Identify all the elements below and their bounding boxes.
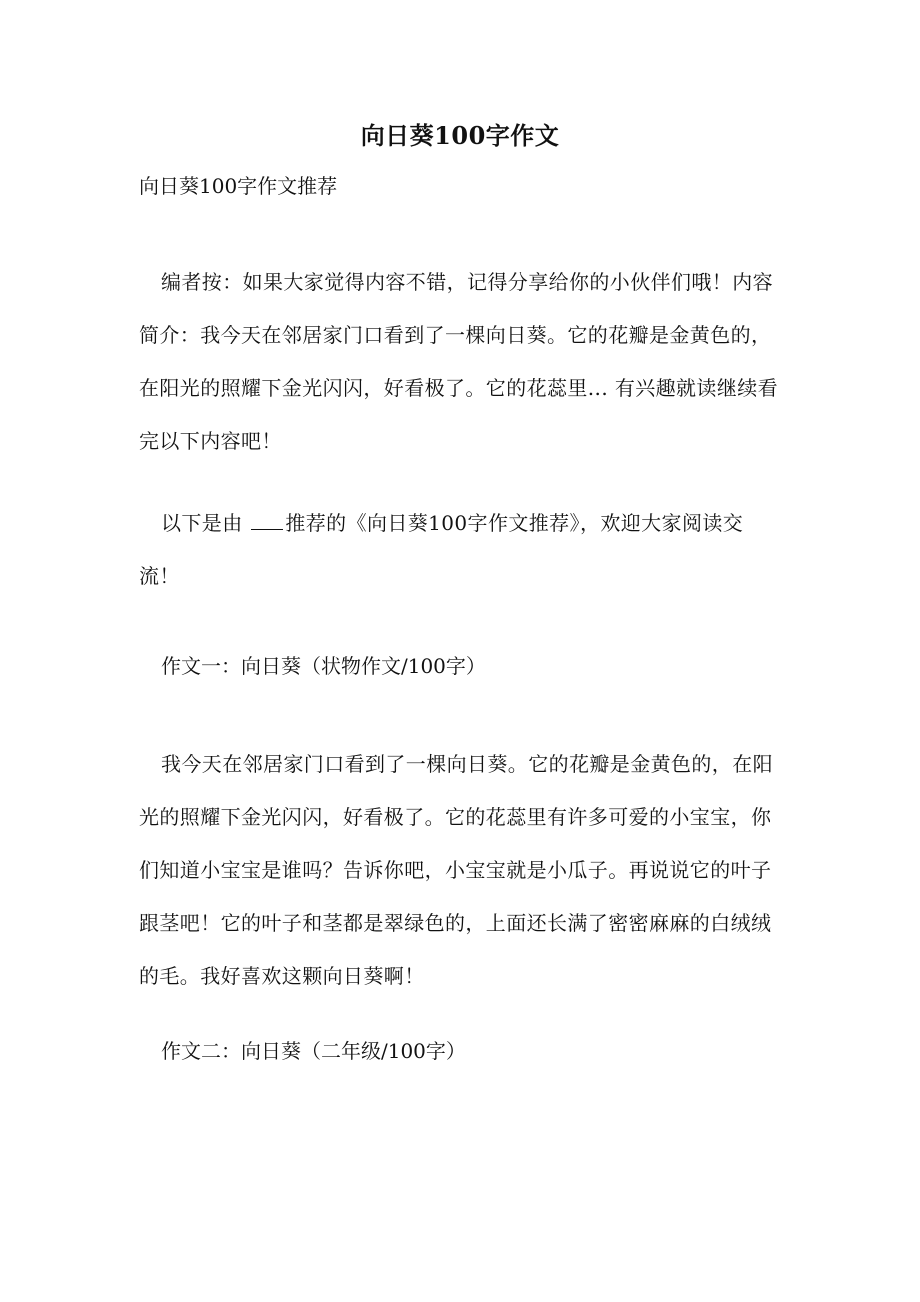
editor-note-paragraph: 编者按：如果大家觉得内容不错，记得分享给你的小伙伴们哦！内容简介：我今天在邻居家门口看到了一棵向日葵。它的花瓣是金黄色的，在阳光的照耀下金光闪闪，好看极了。它的花蕊里... 有兴趣就读继续看完以下内容吧！ <box>139 270 779 453</box>
document-title: 向日葵100字作文 <box>360 121 560 150</box>
essay-one-heading: 作文一：向日葵（状物作文/100字） <box>161 654 486 678</box>
intro-text-after: 推荐的《向日葵100字作文推荐》，欢迎大家阅读交流！ <box>139 511 744 588</box>
recommender-blank <box>251 511 283 530</box>
document-subtitle: 向日葵100字作文推荐 <box>139 174 338 198</box>
essay-two-heading: 作文二：向日葵（二年级/100字） <box>161 1039 466 1063</box>
intro-paragraph <box>139 497 779 603</box>
intro-text-before: 以下是由 <box>161 511 243 535</box>
essay-one-body: 我今天在邻居家门口看到了一棵向日葵。它的花瓣是金黄色的，在阳光的照耀下金光闪闪，好看极了。它的花蕊里有许多可爱的小宝宝，你们知道小宝宝是谁吗？告诉你吧，小宝宝就是小瓜子。再说说它的叶子跟茎吧！它的叶子和茎都是翠绿色的，上面还长满了密密麻麻的白绒绒的毛。我好喜欢这颗向日葵啊！ <box>139 752 773 988</box>
